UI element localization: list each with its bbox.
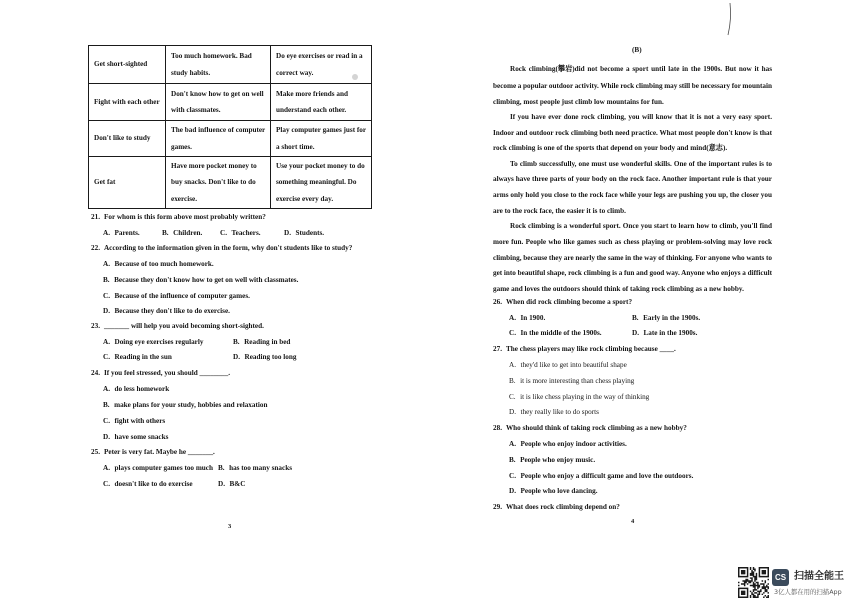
table-cell xyxy=(89,121,166,157)
cell-text: exercise every day. xyxy=(276,194,334,203)
passage-line: become a popular outdoor activity. While rock climbing may still be necessary for mountain xyxy=(493,82,772,90)
passage-line: climbing, because they are nearly the same in the way of thinking. For anyone who wants to xyxy=(493,254,772,262)
question-number: 29. xyxy=(493,503,502,511)
passage-line: Indoor and outdoor rock climbing both need practice. What most people don't know is that xyxy=(493,129,772,137)
option-text: People who enjoy a difficult game and love the outdoors. xyxy=(520,472,694,480)
option-text: Because of too much homework. xyxy=(114,260,214,268)
option-letter: D. xyxy=(233,353,240,361)
answer-option xyxy=(103,400,267,410)
option-letter: A. xyxy=(103,260,110,268)
question-stem xyxy=(91,243,352,253)
answer-option xyxy=(284,228,324,238)
option-text: Doing eye exercises regularly xyxy=(114,338,204,346)
option-letter: A. xyxy=(103,385,110,393)
answer-option xyxy=(233,352,296,362)
option-letter: D. xyxy=(103,307,110,315)
answer-option xyxy=(509,376,634,386)
answer-option xyxy=(509,328,602,338)
option-letter: C. xyxy=(103,292,110,300)
cell-text: Don't know how to get on well xyxy=(171,89,264,98)
table-cell xyxy=(166,121,271,157)
cell-text: Play computer games just for xyxy=(276,126,367,134)
question-number: 21. xyxy=(91,213,100,221)
option-letter: B. xyxy=(218,464,225,472)
option-letter: B. xyxy=(103,401,110,409)
option-letter: B. xyxy=(103,276,110,284)
passage-line: get into beautiful shape, rock climbing is a fun and good way. Anyone who enjoys a difficult xyxy=(493,269,772,277)
answer-option xyxy=(103,384,169,394)
answer-option xyxy=(218,479,245,489)
option-text: fight with others xyxy=(114,417,166,425)
table-row xyxy=(89,84,372,121)
scan-artifact-dot xyxy=(352,74,358,80)
answer-option xyxy=(509,455,595,465)
option-letter: D. xyxy=(509,408,516,416)
cell-text: Use your pocket money to do xyxy=(276,161,365,170)
option-text: Early in the 1900s. xyxy=(643,314,701,322)
question-stem xyxy=(493,502,620,512)
option-letter: B. xyxy=(632,314,639,322)
passage-line: always have three parts of your body on the rock face. Another important rule is that your xyxy=(493,175,772,183)
cell-text: correct way. xyxy=(276,68,314,77)
question-text: The chess players may like rock climbing because ____. xyxy=(505,345,676,353)
answer-option xyxy=(103,337,203,347)
option-letter: C. xyxy=(220,229,227,237)
option-letter: A. xyxy=(509,314,516,322)
answer-option xyxy=(509,407,599,417)
option-text: B&C xyxy=(229,480,246,488)
passage-line: rock climbing is one of the sports that depend on your body and mind(意志). xyxy=(493,144,728,152)
option-text: People who love dancing. xyxy=(520,487,598,495)
scanner-app-name: 扫描全能王 xyxy=(794,571,844,582)
question-text: When did rock climbing become a sport? xyxy=(505,298,633,306)
table-cell xyxy=(271,157,372,209)
option-letter: B. xyxy=(509,377,516,385)
table-row xyxy=(89,157,372,209)
answer-option xyxy=(162,228,202,238)
qr-code-icon xyxy=(738,567,769,598)
table-row xyxy=(89,46,372,84)
table-cell xyxy=(89,84,166,121)
scanner-tagline: 3亿人都在用的扫描App xyxy=(774,588,842,596)
question-number: 28. xyxy=(493,424,502,432)
passage-line: Rock climbing is a wonderful sport. Once you start to learn how to climb, you'll find xyxy=(510,222,772,230)
question-number: 25. xyxy=(91,448,100,456)
section-label: (B) xyxy=(632,46,642,54)
answer-option xyxy=(509,313,545,323)
cell-text: Get fat xyxy=(94,178,116,187)
question-number: 23. xyxy=(91,322,100,330)
table-cell xyxy=(166,84,271,121)
cell-text: The bad influence of computer xyxy=(171,126,266,134)
passage-line: Rock climbing(攀岩)did not become a sport until late in the 1900s. But now it has xyxy=(510,65,772,73)
passage-line: climbing, most people just climb low mountains for fun. xyxy=(493,98,664,106)
option-letter: C. xyxy=(103,353,110,361)
cell-text: games. xyxy=(171,142,192,151)
page-number: 4 xyxy=(631,518,635,525)
option-text: Because of the influence of computer games. xyxy=(114,292,250,300)
question-number: 24. xyxy=(91,369,100,377)
option-text: In 1900. xyxy=(520,314,546,322)
table-cell xyxy=(89,46,166,84)
option-text: Late in the 1900s. xyxy=(643,329,698,337)
table-cell xyxy=(271,84,372,121)
question-stem xyxy=(493,297,632,307)
option-text: plays computer games too much xyxy=(114,464,213,472)
option-letter: D. xyxy=(103,433,110,441)
option-letter: C. xyxy=(509,472,516,480)
table-cell xyxy=(166,46,271,84)
option-text: do less homework xyxy=(114,385,170,393)
option-letter: C. xyxy=(103,417,110,425)
table-cell xyxy=(89,157,166,209)
question-stem xyxy=(91,212,266,222)
answer-option xyxy=(233,337,290,347)
option-letter: D. xyxy=(218,480,225,488)
answer-option xyxy=(103,306,230,316)
question-text: Peter is very fat. Maybe he _______. xyxy=(103,448,215,456)
option-text: has too many snacks xyxy=(229,464,292,472)
cell-text: a short time. xyxy=(276,142,315,151)
answer-option xyxy=(103,259,214,269)
answer-option xyxy=(509,486,598,496)
question-text: What does rock climbing depend on? xyxy=(505,503,620,511)
option-letter: A. xyxy=(509,361,516,369)
table-cell xyxy=(271,121,372,157)
answer-option xyxy=(509,392,649,402)
option-letter: D. xyxy=(509,487,516,495)
question-text: If you feel stressed, you should ________. xyxy=(103,369,231,377)
answer-option xyxy=(103,432,168,442)
option-text: it is like chess playing in the way of thinking xyxy=(520,393,650,401)
option-letter: A. xyxy=(103,229,110,237)
option-text: they really like to do sports xyxy=(520,408,599,416)
option-text: Reading in the sun xyxy=(114,353,172,361)
option-text: In the middle of the 1900s. xyxy=(520,329,602,337)
answer-option xyxy=(103,479,193,489)
passage-line: are to the rock face, the easier it is to climb. xyxy=(493,207,626,215)
answer-option xyxy=(103,416,165,426)
camscanner-logo: CS xyxy=(772,569,789,586)
option-letter: C. xyxy=(509,393,516,401)
answer-option xyxy=(509,439,627,449)
answer-option xyxy=(509,471,693,481)
question-stem xyxy=(91,368,230,378)
cell-text: Have more pocket money to xyxy=(171,161,257,170)
answer-option xyxy=(220,228,261,238)
answer-option xyxy=(103,275,298,285)
option-text: have some snacks xyxy=(114,433,169,441)
option-letter: D. xyxy=(284,229,291,237)
option-text: they'd like to get into beautiful shape xyxy=(520,361,627,369)
passage-line: game and loves the outdoors should think of taking rock climbing as a new hobby. xyxy=(493,285,744,293)
option-text: Teachers. xyxy=(231,229,261,237)
answer-option xyxy=(632,328,697,338)
question-number: 26. xyxy=(493,298,502,306)
question-text: For whom is this form above most probably written? xyxy=(103,213,266,221)
option-text: make plans for your study, hobbies and relaxation xyxy=(114,401,268,409)
cell-text: study habits. xyxy=(171,68,211,77)
question-text: According to the information given in the form, why don't students like to study? xyxy=(103,244,353,252)
option-text: Children. xyxy=(173,229,203,237)
passage-line: If you have ever done rock climbing, you will know that it is not a very easy sport. xyxy=(510,113,772,121)
question-number: 22. xyxy=(91,244,100,252)
option-letter: A. xyxy=(103,464,110,472)
option-letter: C. xyxy=(103,480,110,488)
option-text: People who enjoy indoor activities. xyxy=(520,440,627,448)
answer-option xyxy=(103,291,250,301)
scan-artifact-line xyxy=(722,2,736,36)
option-letter: A. xyxy=(103,338,110,346)
question-number: 27. xyxy=(493,345,502,353)
cell-text: Too much homework. Bad xyxy=(171,52,252,60)
question-stem xyxy=(493,423,687,433)
option-text: People who enjoy music. xyxy=(520,456,596,464)
option-letter: B. xyxy=(162,229,169,237)
option-letter: A. xyxy=(509,440,516,448)
option-text: it is more interesting than chess playing xyxy=(520,377,635,385)
answer-option xyxy=(103,228,140,238)
table-cell xyxy=(166,157,271,209)
passage-line: arms only hold you close to the rock face while your legs are pushing you up, the closer you xyxy=(493,191,772,199)
answer-option xyxy=(509,360,627,370)
cell-text: Make more friends and xyxy=(276,89,348,98)
option-text: Because they don't know how to get on well with classmates. xyxy=(114,276,299,284)
option-text: Parents. xyxy=(114,229,140,237)
cell-text: with classmates. xyxy=(171,106,221,114)
question-stem xyxy=(91,321,264,331)
passage-line: more fun. People who like games such as chess playing or problem-solving may love rock xyxy=(493,238,772,246)
cell-text: exercise. xyxy=(171,194,198,203)
table-row xyxy=(89,121,372,157)
question-stem xyxy=(91,447,215,457)
cell-text: Don't like to study xyxy=(94,134,151,143)
option-letter: B. xyxy=(233,338,240,346)
option-letter: C. xyxy=(509,329,516,337)
cell-text: something meaningful. Do xyxy=(276,178,357,187)
question-stem xyxy=(493,344,676,354)
option-letter: D. xyxy=(632,329,639,337)
passage-line: To climb successfully, one must use wonderful skills. One of the important rules is to xyxy=(510,160,772,168)
option-letter: B. xyxy=(509,456,516,464)
page-number: 3 xyxy=(228,523,232,530)
cell-text: Do eye exercises or read in a xyxy=(276,52,363,60)
info-table xyxy=(88,45,372,209)
answer-option xyxy=(632,313,700,323)
option-text: Because they don't like to do exercise. xyxy=(114,307,230,315)
answer-option xyxy=(103,463,213,473)
cell-text: Fight with each other xyxy=(94,97,160,106)
option-text: Reading in bed xyxy=(244,338,291,346)
option-text: doesn't like to do exercise xyxy=(114,480,193,488)
answer-option xyxy=(103,352,172,362)
cell-text: buy snacks. Don't like to do xyxy=(171,178,256,187)
answer-option xyxy=(218,463,292,473)
question-text: Who should think of taking rock climbing as a new hobby? xyxy=(505,424,687,432)
cell-text: Get short-sighted xyxy=(94,60,148,69)
option-text: Students. xyxy=(295,229,325,237)
question-text: _______ will help you avoid becoming short-sighted. xyxy=(103,322,264,330)
cell-text: understand each other. xyxy=(276,106,347,114)
option-text: Reading too long xyxy=(244,353,297,361)
